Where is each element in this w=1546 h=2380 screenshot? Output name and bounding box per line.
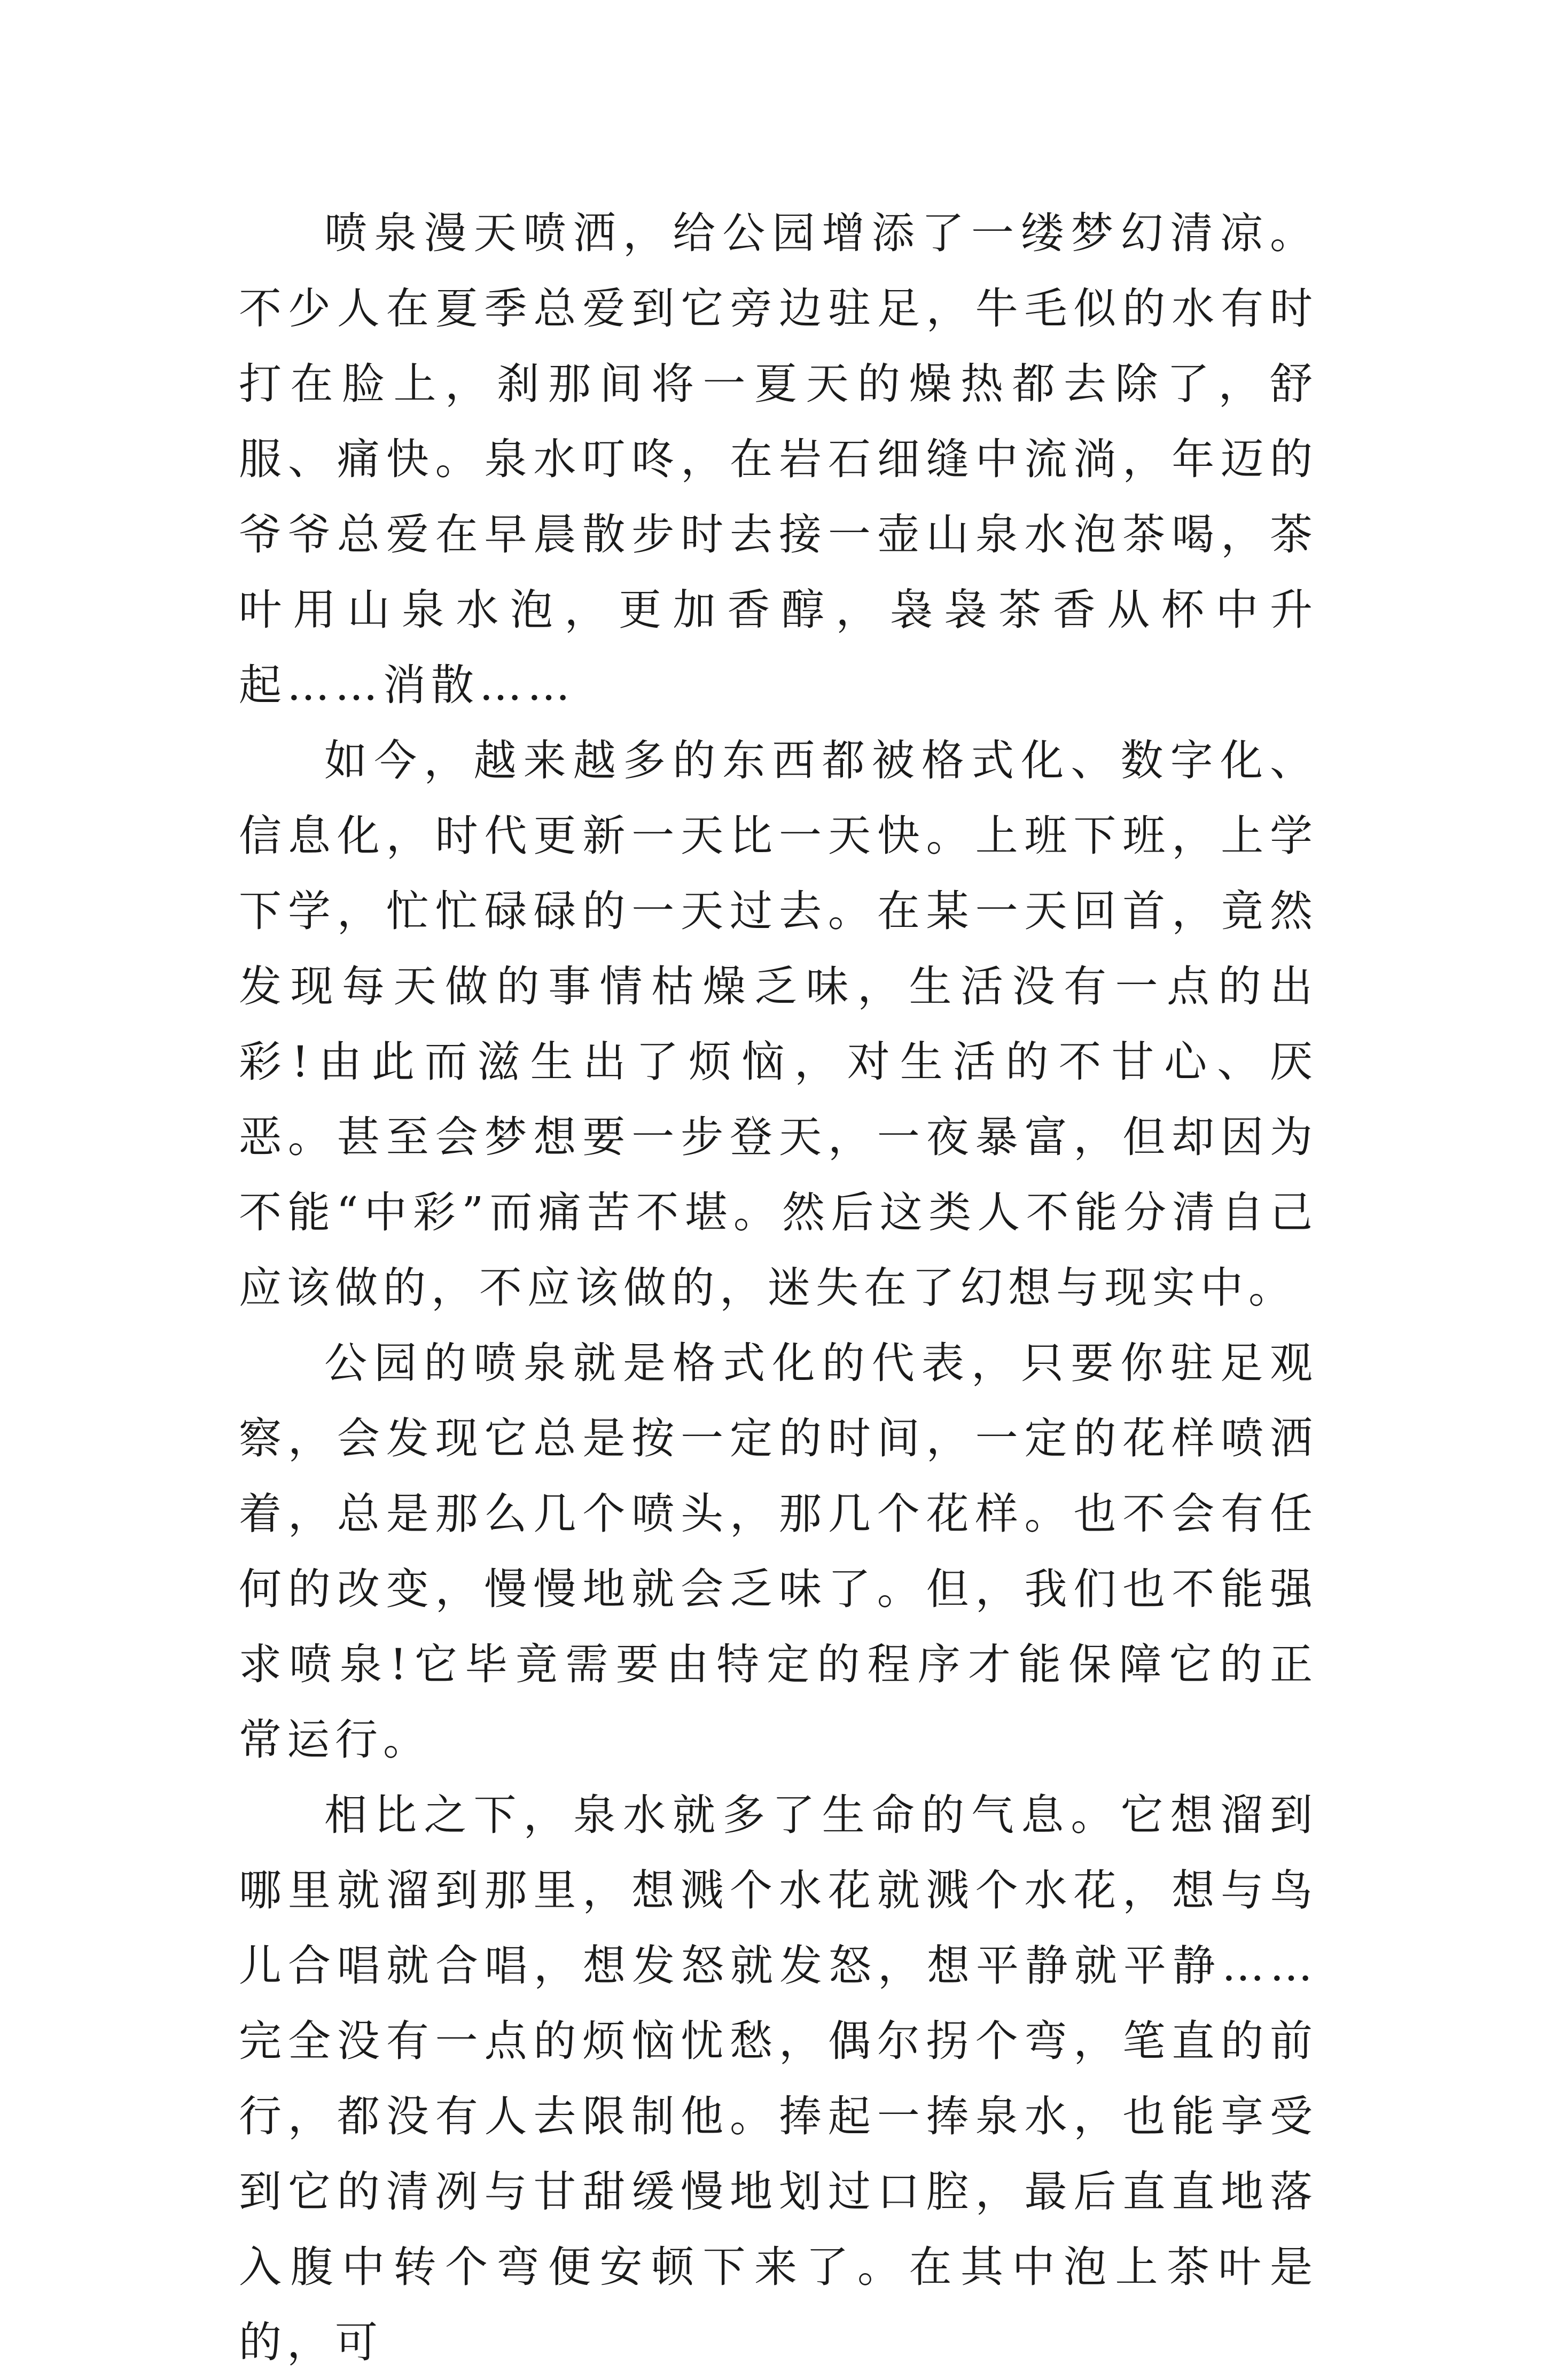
paragraph-fountain-and-spring: 喷泉漫天喷洒，给公园增添了一缕梦幻清凉。不少人在夏季总爱到它旁边驻足，牛毛似的水有时打在脸上，刹那间将一夏天的燥热都去除了，舒服、痛快。泉水叮咚，在岩石细缝中流淌，年迈的爷爷总爱在早晨散步时去接一壶山泉水泡茶喝，茶叶用山泉水泡，更加香醇，袅袅茶香从杯中升起……消散…… bbox=[239, 208, 1318, 710]
paragraph-modern-life: 如今，越来越多的东西都被格式化、数字化、信息化，时代更新一天比一天快。上班下班，上学下学，忙忙碌碌的一天过去。在某一天回首，竟然发现每天做的事情枯燥乏味，生活没有一点的出彩!由此而滋生出了烦恼，对生活的不甘心、厌恶。甚至会梦想要一步登天，一夜暴富，但却因为不能“中彩”而痛苦不堪。然后这类人不能分清自己应该做的，不应该做的，迷失在了幻想与现实中。 bbox=[239, 736, 1318, 1313]
paragraph-spring-water: 相比之下，泉水就多了生命的气息。它想溜到哪里就溜到那里，想溅个水花就溅个水花，想与鸟儿合唱就合唱，想发怒就发怒，想平静就平静……完全没有一点的烦恼忧愁，偶尔拐个弯，笔直的前行，都没有人去限制他。捧起一捧泉水，也能享受到它的清冽与甘甜缓慢地划过口腔，最后直直地落入腹中转个弯便安顿下来了。在其中泡上茶叶是的，可 bbox=[239, 1790, 1318, 2367]
body-text bbox=[239, 196, 1318, 2380]
paragraph-park-fountain: 公园的喷泉就是格式化的代表，只要你驻足观察，会发现它总是按一定的时间，一定的花样喷洒着，总是那么几个喷头，那几个花样。也不会有任何的改变，慢慢地就会乏味了。但，我们也不能强求喷泉!它毕竟需要由特定的程序才能保障它的正常运行。 bbox=[239, 1338, 1318, 1765]
